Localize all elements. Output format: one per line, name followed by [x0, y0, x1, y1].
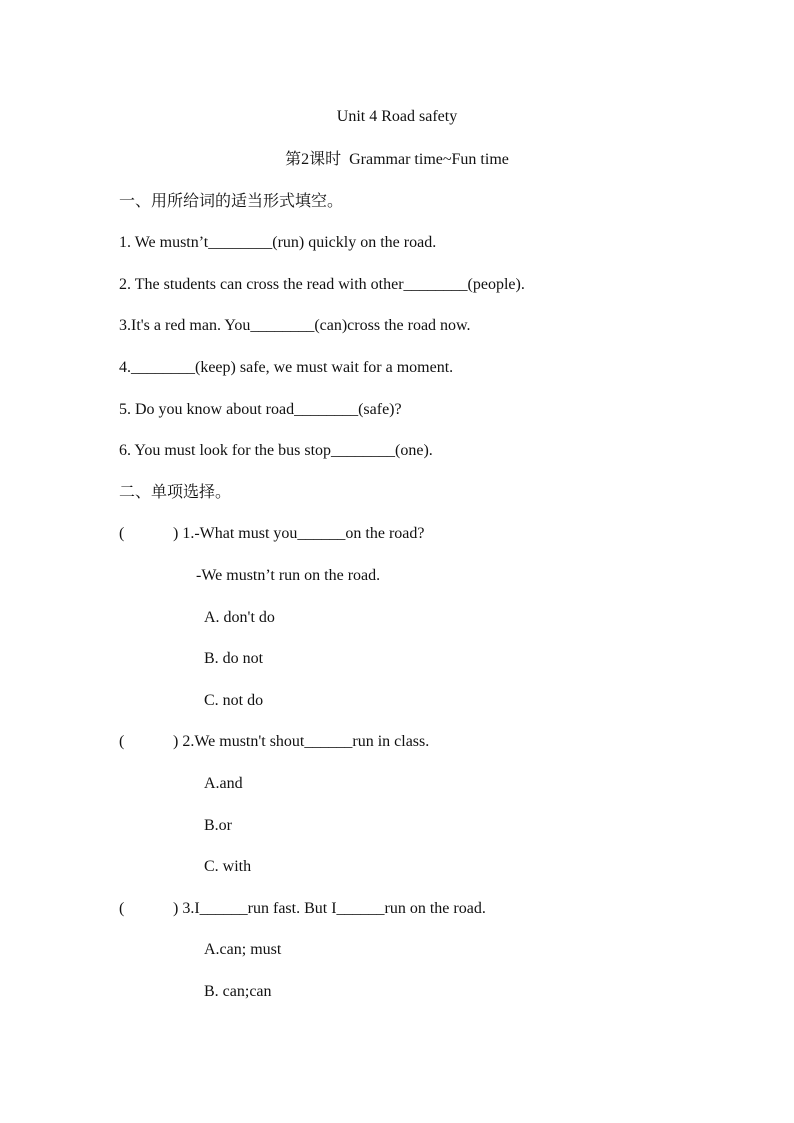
fill-item-5: 5. Do you know about road________(safe)?: [119, 401, 402, 418]
section1-heading: 一、用所给词的适当形式填空。: [119, 193, 344, 210]
choice-question-2: [119, 732, 429, 752]
question-3-option-a: A.can; must: [204, 941, 282, 958]
choice-question-3: [119, 899, 486, 919]
question-1-option-b: B. do not: [204, 650, 264, 667]
answer-paren-open: (: [119, 525, 125, 542]
question-stem: ) 3.I______run fast. But I______run on the road.: [173, 900, 486, 917]
lesson-subtitle: 第2课时 Grammar time~Fun time: [285, 151, 509, 168]
answer-paren-open: (: [119, 733, 125, 750]
fill-item-3: 3.It's a red man. You________(can)cross the road now.: [119, 317, 471, 334]
section2-heading: 二、单项选择。: [119, 484, 232, 501]
question-stem: ) 1.-What must you______on the road?: [173, 525, 425, 542]
fill-item-2: 2. The students can cross the read with other________(people).: [119, 276, 525, 293]
choice-question-1: [119, 524, 425, 544]
question-2-option-b: B.or: [204, 817, 232, 834]
question-3-option-b: B. can;can: [204, 983, 272, 1000]
question-2-option-a: A.and: [204, 775, 243, 792]
fill-item-4: 4.________(keep) safe, we must wait for a moment.: [119, 359, 454, 376]
page-title: Unit 4 Road safety: [336, 108, 458, 125]
question-1-option-c: C. not do: [204, 692, 264, 709]
answer-paren-open: (: [119, 900, 125, 917]
question-2-option-c: C. with: [204, 858, 252, 875]
fill-item-1: 1. We mustn’t________(run) quickly on the road.: [119, 234, 437, 251]
question-1-option-a: A. don't do: [204, 609, 275, 626]
fill-item-6: 6. You must look for the bus stop________(one).: [119, 442, 433, 459]
question-stem: ) 2.We mustn't shout______run in class.: [173, 733, 430, 750]
question-1-answer-line: -We mustn’t run on the road.: [196, 567, 381, 584]
